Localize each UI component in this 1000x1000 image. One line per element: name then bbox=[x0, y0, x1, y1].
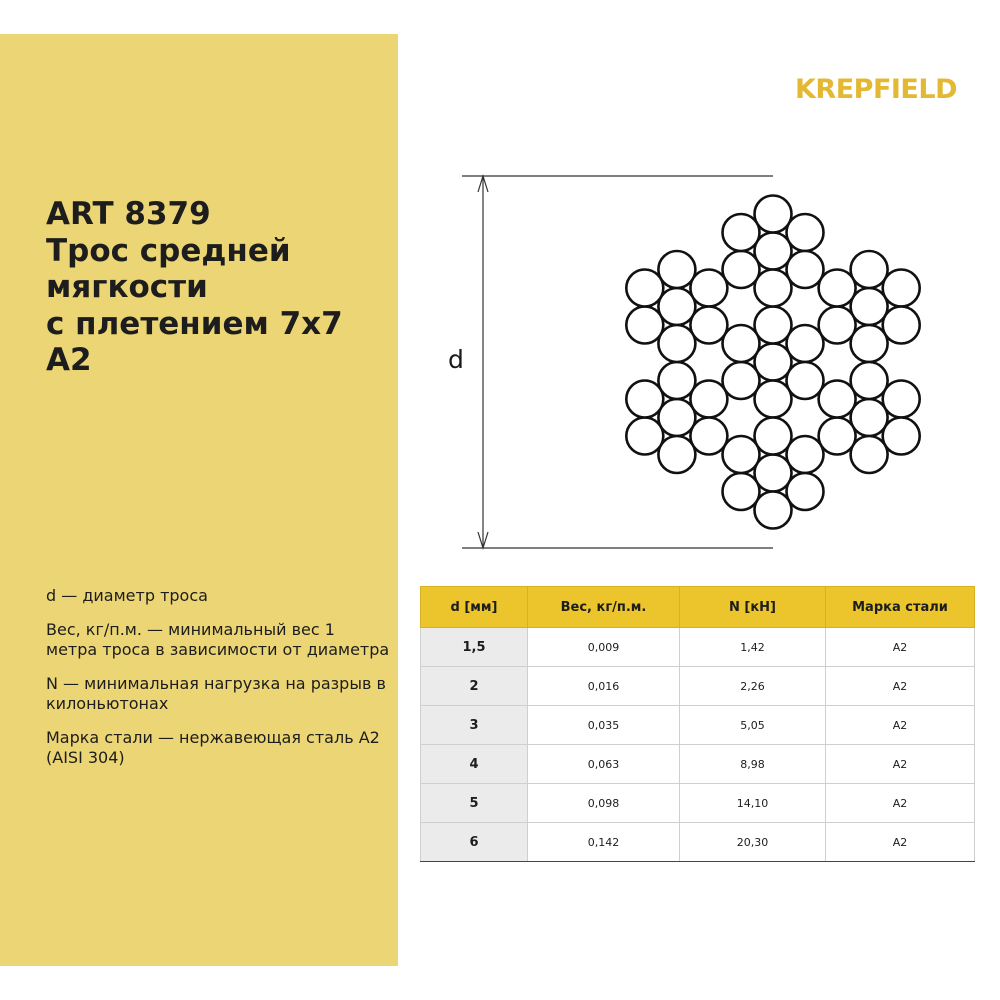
wire-circle bbox=[658, 325, 695, 362]
wire-circle bbox=[723, 436, 760, 473]
legend-item: N — минимальная нагрузка на разрыв в килоньютонах bbox=[46, 674, 386, 713]
legend-item: Вес, кг/п.м. — минимальный вес 1 метра троса в зависимости от диаметра bbox=[46, 620, 390, 659]
cell-steel: A2 bbox=[826, 706, 975, 745]
wire-circle bbox=[819, 307, 856, 344]
cell-load: 5,05 bbox=[680, 706, 826, 745]
wire-circle bbox=[690, 270, 727, 307]
table-row bbox=[421, 745, 975, 784]
product-title bbox=[46, 196, 391, 379]
wire-circle bbox=[787, 436, 824, 473]
wire-circle bbox=[690, 381, 727, 418]
cell-steel: A2 bbox=[826, 823, 975, 862]
wire-circle bbox=[787, 251, 824, 288]
cell-diameter: 5 bbox=[421, 784, 528, 823]
title-line: ART 8379 bbox=[46, 196, 211, 232]
wire-circle bbox=[626, 270, 663, 307]
cell-load: 14,10 bbox=[680, 784, 826, 823]
table-header-row bbox=[421, 587, 975, 628]
wire-circle bbox=[851, 325, 888, 362]
title-line: мягкости bbox=[46, 269, 208, 305]
cell-diameter: 2 bbox=[421, 667, 528, 706]
legend bbox=[46, 586, 391, 782]
wire-circle bbox=[851, 362, 888, 399]
wire-circle bbox=[723, 251, 760, 288]
cell-load: 1,42 bbox=[680, 628, 826, 667]
cell-load: 20,30 bbox=[680, 823, 826, 862]
cell-load: 2,26 bbox=[680, 667, 826, 706]
wire-circle bbox=[626, 418, 663, 455]
cell-weight: 0,098 bbox=[528, 784, 680, 823]
wire-circle bbox=[690, 418, 727, 455]
wire-circle bbox=[755, 344, 792, 381]
legend-item: Марка стали — нержавеющая сталь A2 (AISI 304) bbox=[46, 728, 380, 767]
wire-circle bbox=[755, 233, 792, 270]
wire-circle bbox=[723, 473, 760, 510]
col-header-diameter: d [мм] bbox=[421, 587, 528, 628]
diameter-label: d bbox=[448, 345, 464, 374]
wire-circle bbox=[755, 307, 792, 344]
cell-steel: A2 bbox=[826, 784, 975, 823]
wire-circle bbox=[883, 381, 920, 418]
cell-weight: 0,009 bbox=[528, 628, 680, 667]
wire-circle bbox=[851, 251, 888, 288]
info-panel bbox=[0, 34, 398, 966]
col-header-steel: Марка стали bbox=[826, 587, 975, 628]
wire-circle bbox=[851, 288, 888, 325]
wire-strands bbox=[626, 196, 919, 529]
table-row bbox=[421, 667, 975, 706]
wire-circle bbox=[658, 251, 695, 288]
cell-weight: 0,035 bbox=[528, 706, 680, 745]
title-line: с плетением 7х7 bbox=[46, 305, 343, 342]
wire-circle bbox=[755, 381, 792, 418]
wire-circle bbox=[787, 325, 824, 362]
cell-diameter: 6 bbox=[421, 823, 528, 862]
wire-circle bbox=[851, 436, 888, 473]
wire-circle bbox=[755, 270, 792, 307]
wire-circle bbox=[690, 307, 727, 344]
cell-steel: A2 bbox=[826, 667, 975, 706]
cell-weight: 0,142 bbox=[528, 823, 680, 862]
wire-circle bbox=[626, 307, 663, 344]
cell-diameter: 3 bbox=[421, 706, 528, 745]
wire-circle bbox=[819, 270, 856, 307]
title-line: Трос средней bbox=[46, 232, 291, 269]
wire-circle bbox=[883, 307, 920, 344]
table-row bbox=[421, 823, 975, 862]
legend-item: d — диаметр троса bbox=[46, 586, 208, 605]
wire-circle bbox=[658, 399, 695, 436]
specs-table bbox=[420, 586, 975, 862]
wire-circle bbox=[626, 381, 663, 418]
wire-circle bbox=[723, 362, 760, 399]
table-row bbox=[421, 706, 975, 745]
wire-circle bbox=[723, 325, 760, 362]
wire-circle bbox=[723, 214, 760, 251]
cell-weight: 0,063 bbox=[528, 745, 680, 784]
wire-circle bbox=[787, 362, 824, 399]
wire-circle bbox=[658, 436, 695, 473]
wire-circle bbox=[819, 418, 856, 455]
brand-logo: KREPFIELD bbox=[795, 74, 957, 105]
wire-circle bbox=[883, 270, 920, 307]
wire-circle bbox=[851, 399, 888, 436]
col-header-load: N [кН] bbox=[680, 587, 826, 628]
cell-diameter: 4 bbox=[421, 745, 528, 784]
cell-load: 8,98 bbox=[680, 745, 826, 784]
title-line: A2 bbox=[46, 342, 92, 378]
wire-circle bbox=[658, 288, 695, 325]
wire-circle bbox=[883, 418, 920, 455]
table-row bbox=[421, 784, 975, 823]
cable-cross-section-diagram bbox=[440, 165, 960, 565]
wire-circle bbox=[755, 492, 792, 529]
wire-circle bbox=[787, 473, 824, 510]
wire-circle bbox=[787, 214, 824, 251]
wire-circle bbox=[819, 381, 856, 418]
wire-circle bbox=[755, 418, 792, 455]
cell-diameter: 1,5 bbox=[421, 628, 528, 667]
wire-circle bbox=[658, 362, 695, 399]
cell-steel: A2 bbox=[826, 745, 975, 784]
wire-circle bbox=[755, 455, 792, 492]
col-header-weight: Вес, кг/п.м. bbox=[528, 587, 680, 628]
table-row bbox=[421, 628, 975, 667]
wire-circle bbox=[755, 196, 792, 233]
cell-steel: A2 bbox=[826, 628, 975, 667]
cell-weight: 0,016 bbox=[528, 667, 680, 706]
